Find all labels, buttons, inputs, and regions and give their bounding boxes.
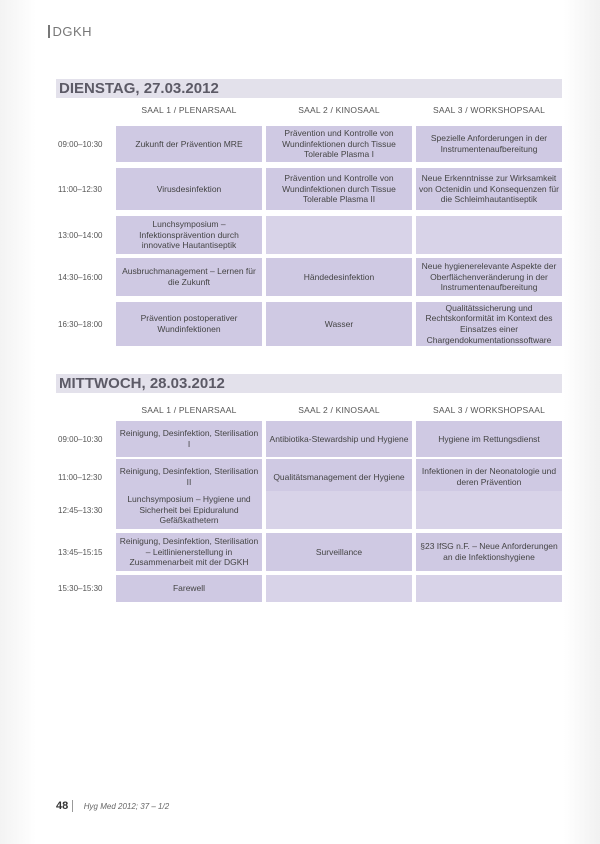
column-header-saal-1: SAAL 1 / PLENARSAAL	[141, 105, 237, 115]
brand-bar	[48, 25, 50, 38]
page-footer	[56, 800, 169, 812]
column-header-saal-3: SAAL 3 / WORKSHOPSAAL	[432, 405, 546, 415]
column-header-saal-3: SAAL 3 / WORKSHOPSAAL	[432, 105, 546, 115]
brand-logo	[48, 24, 92, 39]
session-cell: Qualitätssicherung und Rechtskonformität im Kontext des Einsatzes einer Chargendokumentationssoftware	[416, 302, 562, 346]
session-cell: Neue hygienerelevante Aspekte der Oberflächenveränderung in der Instrumentenaufbereitung	[416, 258, 562, 296]
session-cell: Händedesinfektion	[266, 258, 412, 296]
page-number: 48	[56, 800, 73, 812]
column-header-saal-2: SAAL 2 / KINOSAAL	[298, 405, 380, 415]
day-header-2	[56, 374, 562, 393]
session-cell: Lunchsymposium – Hygiene und Sicherheit bei Epiduralund Gefäßkathetern	[116, 491, 262, 529]
empty-session-cell	[416, 216, 562, 254]
session-cell: §23 IfSG n.F. – Neue Anforderungen an die Infektionshygiene	[416, 533, 562, 571]
time-slot: 09:00–10:30	[58, 434, 103, 444]
session-cell: Prävention und Kontrolle von Wundinfektionen durch Tissue Tolerable Plasma II	[266, 168, 412, 210]
session-cell: Neue Erkenntnisse zur Wirksamkeit von Octenidin und Konsequenzen für die Schleimhautantiseptik	[416, 168, 562, 210]
session-cell: Wasser	[266, 302, 412, 346]
day-title: MITTWOCH, 28.03.2012	[59, 375, 225, 392]
brand-text: DGKH	[52, 24, 93, 39]
session-cell: Prävention und Kontrolle von Wundinfektionen durch Tissue Tolerable Plasma I	[266, 126, 412, 162]
empty-session-cell	[266, 491, 412, 529]
journal-citation: Hyg Med 2012; 37 – 1/2	[83, 802, 170, 811]
time-slot: 15:30–15:30	[58, 584, 103, 593]
session-cell: Ausbruchmanagement – Lernen für die Zukunft	[116, 258, 262, 296]
session-cell: Hygiene im Rettungsdienst	[416, 421, 562, 457]
time-slot: 11:00–12:30	[58, 184, 102, 194]
column-header-saal-1: SAAL 1 / PLENARSAAL	[141, 405, 237, 415]
time-slot: 09:00–10:30	[58, 139, 103, 149]
session-cell: Virusdesinfektion	[116, 168, 262, 210]
session-cell: Prävention postoperativer Wundinfektionen	[116, 302, 262, 346]
time-slot: 14:30–16:00	[58, 272, 103, 282]
session-cell: Surveillance	[266, 533, 412, 571]
session-cell: Farewell	[116, 575, 262, 602]
session-cell: Zukunft der Prävention MRE	[116, 126, 262, 162]
session-cell: Reinigung, Desinfektion, Sterilisation I	[116, 421, 262, 457]
empty-session-cell	[416, 491, 562, 529]
day-header-1	[56, 79, 562, 98]
time-slot: 12:45–13:30	[58, 505, 103, 515]
time-slot: 16:30–18:00	[58, 319, 103, 329]
time-slot: 13:45–15:15	[58, 547, 103, 557]
session-cell: Reinigung, Desinfektion, Sterilisation – Leitlinienerstellung in Zusammenarbeit mit der DGKH	[116, 533, 262, 571]
column-header-saal-2: SAAL 2 / KINOSAAL	[298, 105, 380, 115]
empty-session-cell	[266, 216, 412, 254]
session-cell: Spezielle Anforderungen in der Instrumentenaufbereitung	[416, 126, 562, 162]
empty-session-cell	[266, 575, 412, 602]
session-cell: Infektionen in der Neonatologie und deren Prävention	[416, 459, 562, 495]
day-title: DIENSTAG, 27.03.2012	[59, 80, 219, 97]
session-cell: Antibiotika-Stewardship und Hygiene	[266, 421, 412, 457]
session-cell: Lunchsymposium – Infektionsprävention durch innovative Hautantiseptik	[116, 216, 262, 254]
session-cell: Reinigung, Desinfektion, Sterilisation II	[116, 459, 262, 495]
empty-session-cell	[416, 575, 562, 602]
session-cell: Qualitätsmanagement der Hygiene	[266, 459, 412, 495]
time-slot: 11:00–12:30	[58, 472, 102, 482]
time-slot: 13:00–14:00	[58, 230, 103, 240]
